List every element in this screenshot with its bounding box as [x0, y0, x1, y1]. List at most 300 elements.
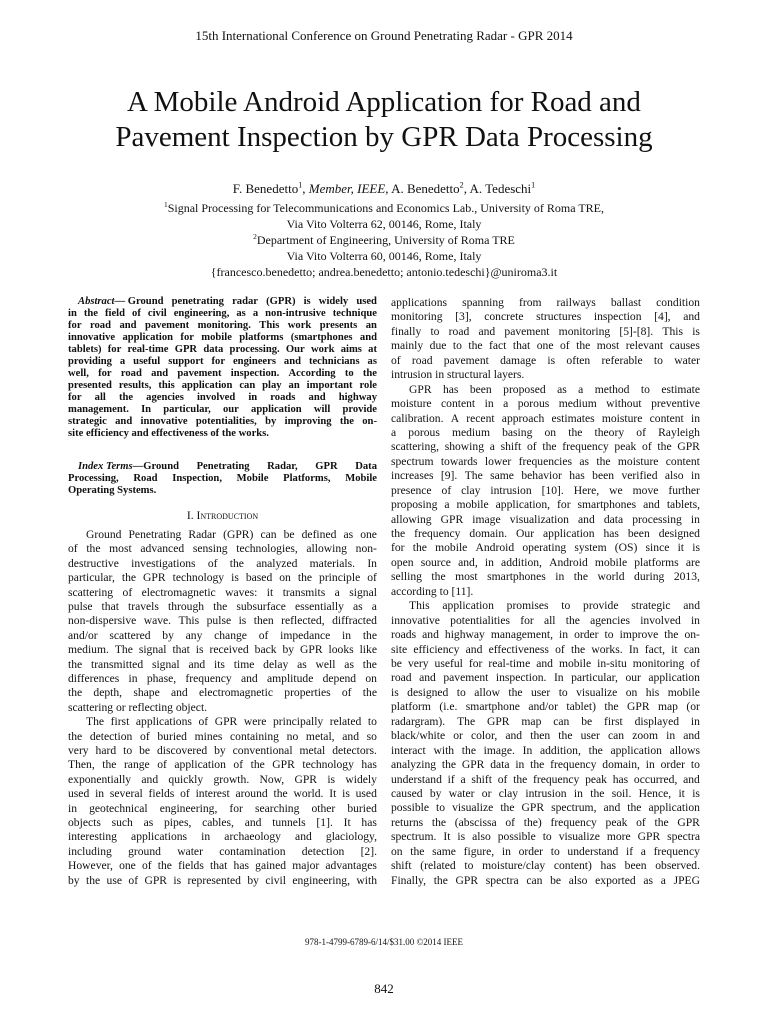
body-line: [68, 687, 377, 699]
word: most: [455, 570, 478, 584]
word: hard: [95, 744, 117, 757]
word: Processing,: [68, 473, 119, 484]
affiliation-1: [0, 202, 768, 214]
word: destructive: [68, 556, 119, 570]
body-line: [68, 630, 377, 642]
word: GPR: [294, 772, 318, 786]
word: of: [497, 772, 508, 786]
word: GPR: [455, 873, 479, 887]
affiliation-2-sup: 2: [253, 232, 257, 241]
word: frequency: [550, 758, 597, 772]
word: of: [367, 571, 377, 585]
word: in: [95, 787, 105, 801]
word: transmitted: [90, 657, 144, 671]
word: aims: [340, 344, 362, 355]
author-2: A. Benedetto: [391, 181, 460, 196]
body-line: [391, 644, 700, 656]
word: [3],: [455, 310, 472, 324]
word: observed.: [655, 859, 700, 873]
word: for: [557, 498, 571, 512]
word: porous: [408, 425, 440, 439]
body-line: [68, 543, 377, 555]
word: Our: [285, 344, 305, 355]
word: is: [231, 571, 239, 585]
body-line: [391, 326, 700, 338]
word: processing.: [229, 344, 280, 355]
word: involved: [640, 613, 681, 627]
body-line: [68, 644, 377, 656]
author-line: F. Benedetto$^1$, Member, IEEE, A. Benedetto$^2$, A. Tedeschi$^1$: [232, 180, 536, 196]
word: water: [448, 786, 475, 800]
body-line: [391, 846, 700, 858]
word: very: [68, 744, 89, 757]
word: and/or: [528, 700, 558, 714]
word: applications: [131, 830, 188, 844]
word: is: [195, 643, 204, 657]
word: same: [490, 469, 514, 483]
word: to: [123, 744, 133, 757]
word: applications: [135, 715, 192, 729]
word: travels: [128, 600, 159, 613]
word: that: [101, 600, 119, 613]
word: on: [391, 844, 403, 858]
abstract-line: [68, 405, 377, 416]
word: and/or: [68, 628, 98, 642]
word: the: [391, 527, 406, 541]
word: effectiveness: [488, 642, 549, 656]
word: shape: [133, 686, 160, 700]
body-line: [391, 384, 700, 396]
body-line: [391, 485, 700, 497]
word: spectrum,: [551, 801, 597, 815]
word: In: [367, 556, 377, 570]
word: the: [85, 873, 101, 887]
word: intrusion: [525, 786, 567, 800]
word: to: [430, 324, 440, 338]
word: by: [282, 643, 295, 657]
word: the: [297, 571, 313, 585]
word: to: [690, 758, 700, 772]
word: is: [457, 830, 466, 844]
word: The: [86, 715, 105, 729]
word: well,: [68, 368, 89, 379]
word: engineering,: [159, 801, 218, 815]
word: site: [391, 642, 408, 656]
word: GPR: [143, 571, 166, 585]
word: in: [484, 555, 494, 569]
word: technology: [302, 758, 354, 772]
word: the: [410, 844, 425, 858]
word: if: [447, 772, 455, 786]
word: tablets): [68, 344, 102, 355]
affiliation-1-sup: 1: [163, 200, 168, 209]
word: calibration.: [391, 411, 444, 425]
word: color,: [470, 729, 498, 743]
word: several: [109, 787, 143, 801]
word: preventive: [651, 397, 700, 411]
word: smartphone: [465, 700, 520, 714]
word: further: [668, 483, 700, 497]
word: so: [366, 729, 377, 743]
word: it: [678, 786, 685, 800]
word: pavement: [177, 368, 222, 379]
word: by: [429, 786, 442, 800]
word: play: [262, 380, 282, 391]
word: range: [123, 758, 150, 772]
word: sensing: [192, 542, 228, 556]
word: the: [558, 729, 573, 743]
word: Penetrating: [196, 461, 250, 472]
word: content): [553, 859, 592, 873]
word: and: [419, 671, 436, 685]
word: method: [594, 382, 630, 396]
word: involved: [196, 392, 236, 403]
word: can: [526, 873, 543, 887]
word: management.: [68, 404, 129, 415]
abstract-line: [68, 393, 377, 404]
word: of: [233, 758, 244, 772]
word: fact: [489, 339, 507, 353]
word: concrete: [484, 310, 524, 324]
word: as: [143, 816, 154, 829]
word: shift: [391, 859, 412, 873]
body-line: [68, 860, 377, 872]
word: moisture: [391, 397, 432, 411]
title-line-1: A Mobile Android Application for Road and: [127, 86, 641, 118]
word: it: [671, 642, 678, 656]
word: and: [603, 801, 621, 815]
word: as: [344, 657, 354, 671]
word: by: [68, 873, 80, 887]
word: it: [266, 585, 274, 599]
word: of: [141, 859, 152, 873]
word: clay: [498, 786, 519, 800]
word: for: [107, 344, 122, 355]
word: (or: [686, 700, 700, 714]
word: and: [422, 628, 439, 642]
word: for: [468, 657, 483, 670]
word: fields: [178, 859, 204, 873]
word: and: [683, 599, 700, 613]
word: tunnels: [272, 816, 306, 829]
word: glaciology,: [325, 830, 377, 844]
word: designed: [407, 685, 449, 699]
word: Inspection,: [172, 473, 222, 484]
word: and: [683, 729, 700, 743]
word: content: [665, 454, 700, 468]
word: by: [214, 744, 226, 757]
word: the: [362, 657, 377, 671]
word: peak: [614, 440, 637, 454]
word: is: [238, 614, 247, 628]
word: of: [526, 440, 537, 454]
body-line: [391, 528, 700, 540]
body-line: [391, 514, 700, 526]
word: in: [690, 411, 700, 425]
word: order: [518, 844, 544, 858]
affiliation-2-address: Via Vito Volterra 60, 00146, Rome, Italy: [286, 249, 482, 263]
body-line: [391, 745, 700, 757]
word: electromagnetic: [198, 686, 274, 700]
word: interesting: [68, 830, 117, 844]
word: very: [407, 657, 429, 670]
body-line: [391, 658, 700, 670]
word: the: [627, 801, 642, 815]
word: to: [367, 715, 377, 729]
author-1: F. Benedetto: [232, 181, 299, 196]
body-line: [391, 615, 700, 627]
word: depth,: [93, 686, 123, 700]
word: addition,: [539, 743, 581, 757]
word: GPR: [144, 873, 168, 887]
word: engineers: [232, 356, 276, 367]
word: in: [690, 613, 700, 627]
word: as: [236, 308, 246, 319]
word: and: [578, 512, 595, 526]
word: Ground: [127, 296, 164, 307]
word: properties: [284, 686, 331, 700]
word: quickly: [168, 772, 204, 786]
word: mobile: [201, 332, 232, 343]
word: the: [83, 308, 98, 319]
word: returns: [391, 815, 424, 829]
word: medium: [451, 425, 490, 439]
word: map: [521, 714, 542, 728]
body-line: [391, 788, 700, 800]
word: order: [574, 628, 599, 642]
body-line: [68, 745, 377, 757]
word: mobile: [558, 657, 592, 670]
word: management,: [490, 628, 553, 642]
word: has: [612, 772, 629, 786]
word: to: [456, 685, 466, 699]
word: of: [341, 686, 352, 700]
word: road: [120, 368, 142, 379]
word: Platforms,: [283, 473, 331, 484]
copyright-line: 978-1-4799-6789-6/14/$31.00 ©2014 IEEE: [304, 937, 464, 947]
word: can: [683, 642, 700, 656]
body-line: [391, 730, 700, 742]
word: application,: [495, 498, 551, 512]
word: in: [573, 786, 583, 800]
word: fields: [148, 787, 175, 801]
word: of: [207, 556, 218, 570]
word: tablets,: [666, 498, 700, 512]
word: Our: [516, 527, 535, 541]
word: Mobile: [345, 473, 377, 484]
word: and: [465, 642, 483, 656]
word: world: [597, 570, 625, 584]
word: content: [649, 411, 684, 425]
word: to: [436, 801, 446, 815]
word: inspection.: [230, 368, 280, 379]
word: if: [625, 844, 634, 858]
word: represented: [187, 873, 241, 887]
word: application: [543, 527, 595, 541]
word: allowing: [391, 512, 432, 526]
word: of: [258, 628, 269, 642]
word: also: [664, 469, 684, 483]
word: railways: [556, 296, 596, 309]
word: discovered: [156, 744, 208, 757]
word: for: [211, 356, 226, 367]
body-line: [68, 601, 377, 613]
body-line: [391, 297, 700, 309]
word: potentialities: [450, 613, 511, 627]
word: spectra: [667, 830, 700, 844]
word: as: [579, 454, 590, 468]
word: back: [254, 643, 277, 657]
word: the: [576, 339, 591, 353]
word: intrusion: [490, 483, 532, 497]
word: delay: [263, 657, 289, 671]
word: to: [344, 368, 354, 379]
word: designed: [658, 527, 700, 541]
word: medium: [558, 397, 597, 411]
author-3-sup: 1: [531, 180, 536, 190]
word: estimates: [551, 411, 595, 425]
word: looks: [328, 643, 354, 657]
body-line: [391, 716, 700, 728]
word: roads: [391, 628, 417, 642]
word: investigations: [131, 556, 196, 570]
word: then: [253, 614, 274, 628]
word: and: [308, 392, 326, 403]
body-line: [68, 558, 377, 570]
word: in: [690, 469, 700, 483]
word: (OS): [614, 541, 638, 555]
word: It: [329, 787, 337, 801]
word: of: [642, 440, 652, 454]
word: the: [590, 786, 605, 800]
word: Radar,: [267, 461, 298, 472]
body-line: [68, 788, 377, 800]
word: on: [279, 571, 291, 585]
word: a: [489, 440, 495, 454]
word: by: [162, 628, 174, 642]
word: any: [185, 628, 203, 642]
index-terms-label: Index Terms: [78, 461, 133, 472]
word: GPR: [627, 700, 650, 714]
word: without: [606, 397, 642, 411]
word: frequency: [653, 844, 700, 858]
word: strategic: [631, 599, 671, 613]
abstract-line: [68, 369, 377, 380]
word: metal,: [305, 729, 335, 743]
word: of: [68, 542, 78, 556]
word: improve: [619, 628, 659, 642]
word: domain,: [602, 758, 640, 772]
author-2-sup: 2: [459, 180, 464, 190]
body-line: [391, 340, 700, 352]
word: moisture: [617, 454, 659, 468]
word: particular,: [163, 404, 211, 415]
word: radargram).: [391, 714, 446, 728]
body-line: [391, 831, 700, 843]
word: of: [555, 642, 565, 656]
word: can: [608, 729, 625, 743]
index-terms-line-1: [68, 462, 377, 473]
word: interact: [391, 743, 426, 757]
abstract-dash: —: [114, 296, 128, 307]
word: of: [636, 815, 646, 829]
word: technicians: [308, 356, 360, 367]
word: mainly: [391, 339, 424, 353]
word: black/white: [391, 729, 446, 743]
word: Android: [475, 541, 515, 555]
word: useful: [133, 356, 161, 367]
word: to: [561, 599, 571, 613]
word: road: [89, 320, 111, 331]
word: like: [359, 643, 377, 657]
body-line: [68, 716, 377, 728]
word: phase,: [146, 672, 177, 685]
word: all: [543, 613, 556, 627]
word: agencies: [590, 613, 630, 627]
word: non-intrusive: [265, 308, 326, 319]
word: in: [201, 830, 211, 844]
word: frequency: [185, 672, 232, 685]
body-line: [391, 557, 700, 569]
word: frequencies: [518, 454, 573, 468]
word: monitoring: [558, 324, 611, 338]
word: are: [685, 555, 700, 569]
word: spectra: [485, 873, 519, 887]
word: is: [692, 786, 700, 800]
word: exported: [595, 873, 636, 887]
word: advantages: [325, 859, 377, 873]
word: in: [559, 628, 569, 642]
word: the: [362, 368, 377, 379]
word: map: [657, 700, 678, 714]
word: provide: [342, 404, 377, 415]
word: damage: [500, 353, 537, 367]
word: relevant: [625, 339, 664, 353]
word: is: [692, 324, 700, 338]
body-line: [391, 817, 700, 829]
word: possible: [391, 801, 430, 815]
word: be: [581, 714, 593, 728]
body-line: [391, 542, 700, 554]
word: an: [365, 320, 377, 331]
word: Android: [549, 555, 588, 569]
word: real-time: [488, 657, 531, 670]
word: from: [518, 296, 542, 309]
word: is: [547, 353, 556, 367]
word: engineering,: [292, 873, 350, 887]
word: potentialities,: [195, 416, 257, 427]
word: GPR: [300, 643, 323, 657]
word: and: [119, 320, 137, 331]
body-line: [391, 571, 700, 583]
word: advanced: [140, 542, 185, 556]
word: has: [603, 527, 619, 541]
section-heading: [68, 510, 377, 522]
word: has: [569, 469, 585, 483]
word: displayed: [634, 714, 680, 728]
word: road: [448, 324, 470, 338]
body-line: [391, 701, 700, 713]
word: This: [178, 614, 200, 628]
word: as: [353, 600, 363, 613]
word: most: [109, 542, 132, 556]
word: the: [273, 787, 288, 801]
word: the: [121, 571, 137, 585]
word: pipes,: [163, 816, 192, 829]
word: such: [111, 816, 133, 829]
word: an: [288, 380, 300, 391]
word: the: [664, 628, 679, 642]
